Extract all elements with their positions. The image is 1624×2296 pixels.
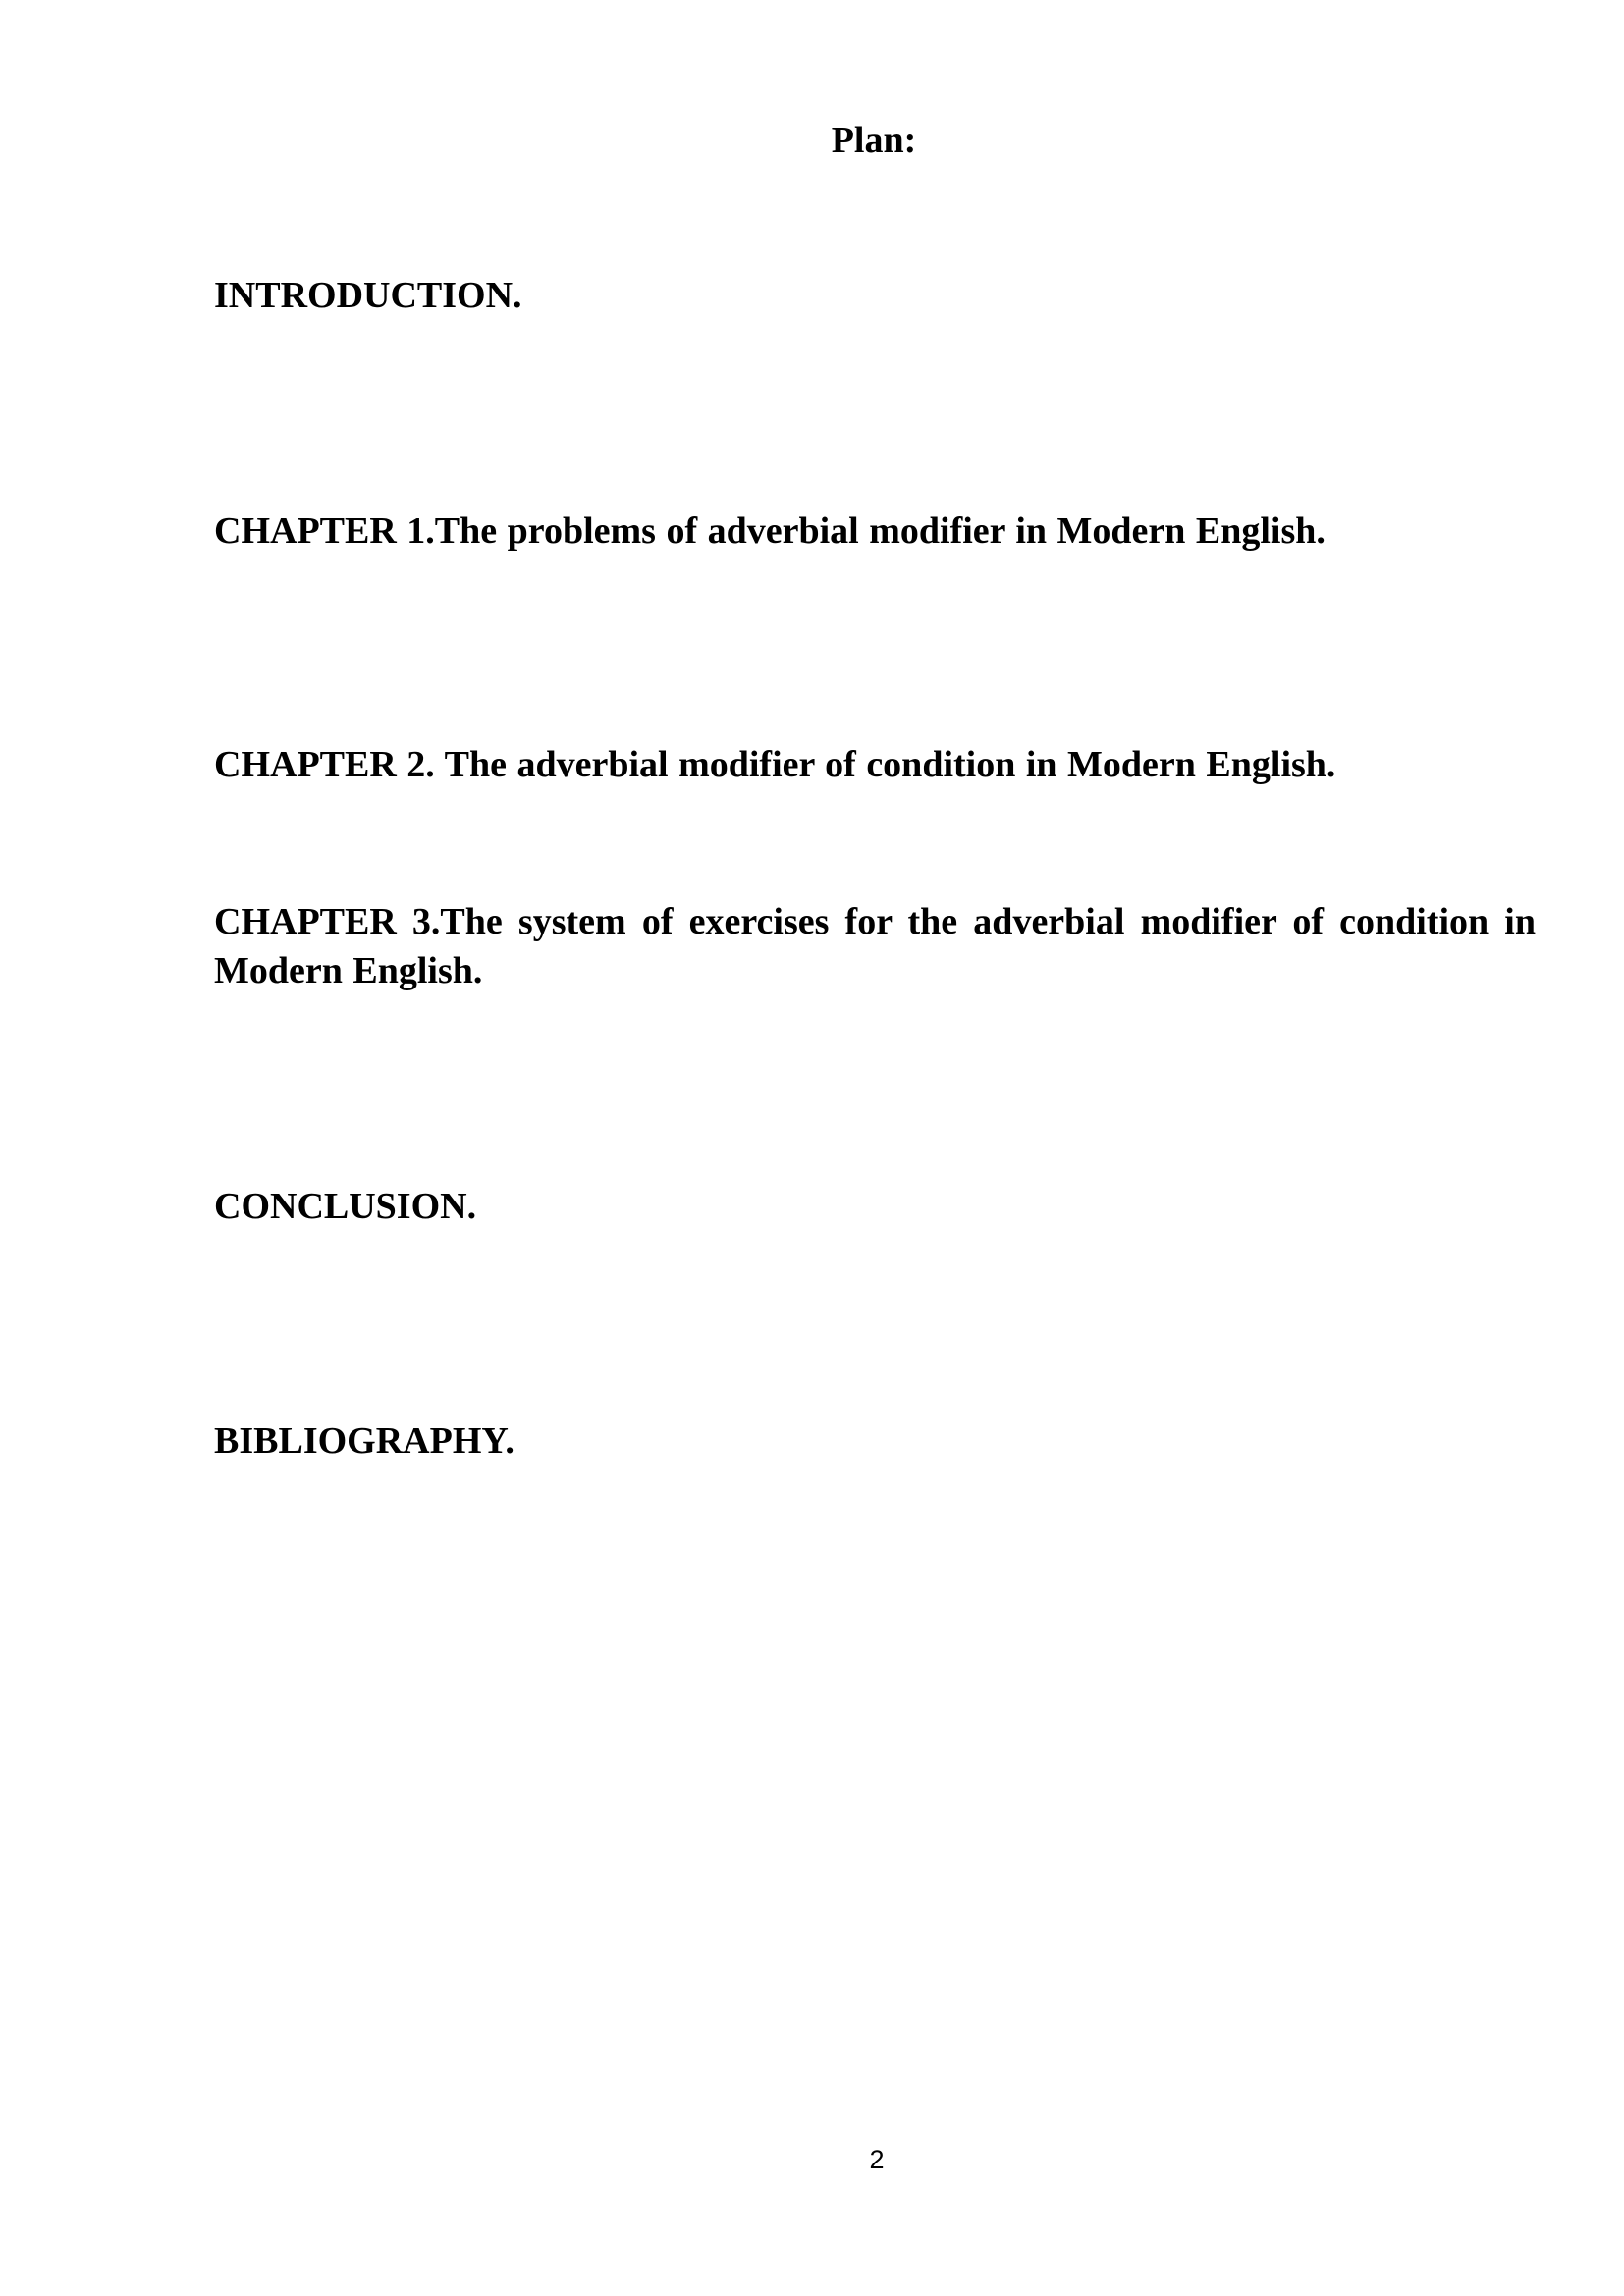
- plan-entry-conclusion: CONCLUSION.: [214, 1186, 477, 1227]
- plan-entry-introduction: INTRODUCTION.: [214, 275, 522, 316]
- page-number: 2: [869, 2145, 885, 2174]
- plan-entry-bibliography: BIBLIOGRAPHY.: [214, 1420, 514, 1462]
- plan-entry-chapter-1: CHAPTER 1.The problems of adverbial modifier in Modern English.: [214, 510, 1326, 552]
- page-title: Plan:: [831, 120, 917, 161]
- plan-entry-chapter-3: CHAPTER 3.The system of exercises for the adverbial modifier of condition in Modern English.: [214, 901, 1536, 991]
- plan-entry-chapter-2: CHAPTER 2. The adverbial modifier of condition in Modern English.: [214, 744, 1336, 785]
